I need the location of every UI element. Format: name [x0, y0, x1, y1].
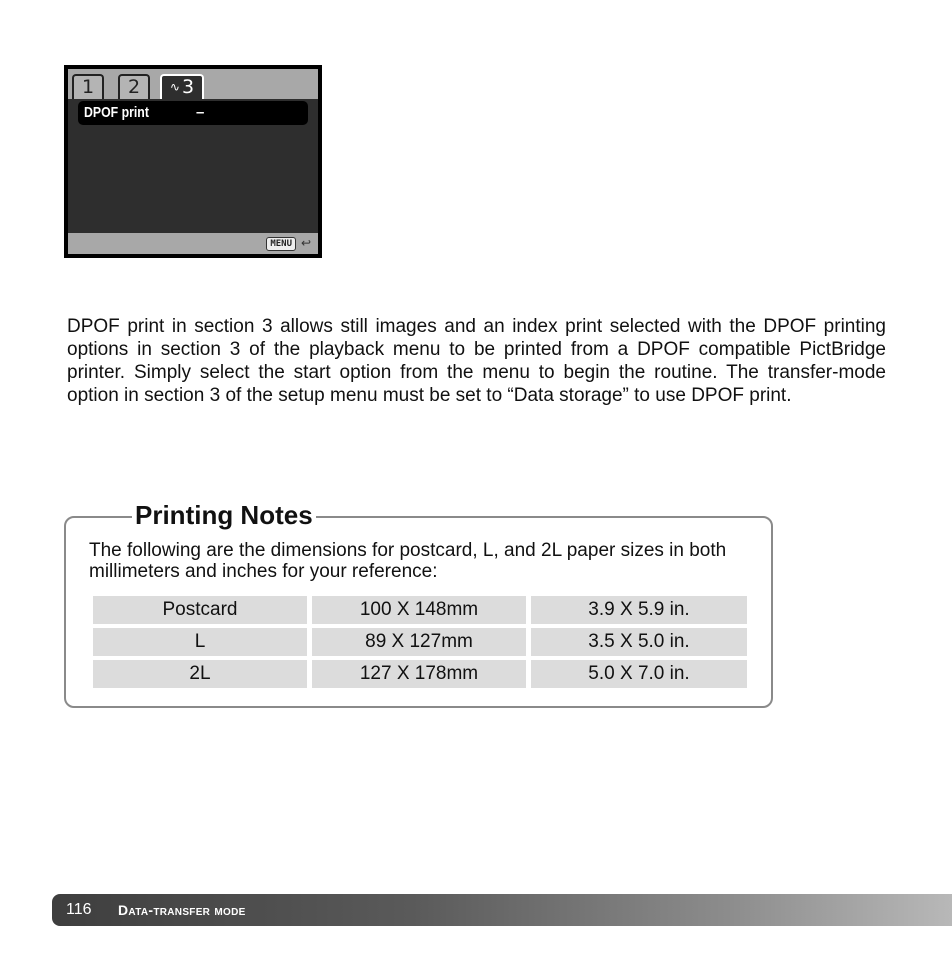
camera-lcd-menu — [64, 65, 322, 258]
inches-cell: 5.0 X 7.0 in. — [531, 660, 747, 688]
lcd-footer-bar — [68, 233, 318, 254]
tab-3[interactable] — [160, 74, 204, 99]
inches-cell: 3.9 X 5.9 in. — [531, 596, 747, 624]
body-paragraph: DPOF print in section 3 allows still images and an index print selected with the DPOF printing options in section 3 of the playback menu to be printed from a DPOF compatible PictBridge printer. Simply select the start option from the menu to begin the routine. The transfer-mode option in section 3 of the setup menu must be set to “Data storage” to use DPOF print. — [67, 316, 886, 406]
table-row — [93, 596, 747, 624]
menu-button[interactable]: MENU — [266, 237, 296, 251]
paper-size-table — [93, 596, 747, 692]
menu-item-dpof-print[interactable] — [78, 101, 308, 125]
inches-cell: 3.5 X 5.0 in. — [531, 628, 747, 656]
table-row — [93, 628, 747, 656]
mm-cell: 127 X 178mm — [312, 660, 526, 688]
tab-label: 3 — [181, 76, 195, 98]
menu-item-value: – — [196, 104, 205, 121]
tab-label: 1 — [81, 76, 95, 98]
page-number: 116 — [66, 901, 92, 918]
section-title: Data-transfer mode — [118, 902, 246, 918]
page-footer — [52, 894, 952, 926]
playback-transfer-icon: ∿ — [169, 80, 180, 94]
paper-size-cell: L — [93, 628, 307, 656]
table-row — [93, 660, 747, 688]
tab-1[interactable] — [72, 74, 104, 99]
menu-item-label: DPOF print — [84, 104, 149, 121]
paper-size-cell: 2L — [93, 660, 307, 688]
tab-2[interactable] — [118, 74, 150, 99]
lcd-screen — [68, 69, 318, 254]
notes-intro: The following are the dimensions for postcard, L, and 2L paper sizes in both millimeters and inches for your reference: — [89, 540, 727, 582]
mm-cell: 100 X 148mm — [312, 596, 526, 624]
menu-tab-bar — [68, 69, 318, 99]
mm-cell: 89 X 127mm — [312, 628, 526, 656]
notes-title: Printing Notes — [132, 500, 316, 530]
return-arrow-icon: ↩ — [300, 236, 311, 250]
tab-label: 2 — [127, 76, 141, 98]
paper-size-cell: Postcard — [93, 596, 307, 624]
printing-notes-box — [64, 500, 773, 708]
